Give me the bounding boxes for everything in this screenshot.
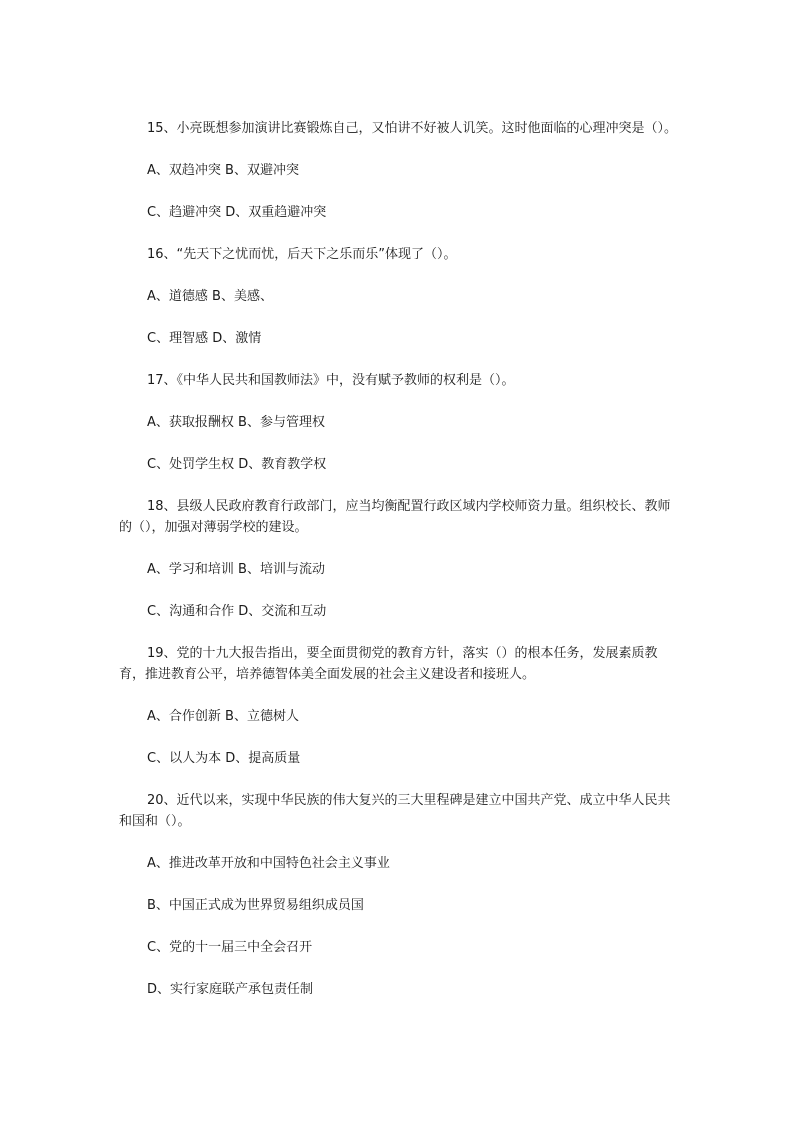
- question-20-option-a: A、推进改革开放和中国特色社会主义事业: [147, 856, 390, 871]
- question-16-option-line-1: A、道德感 B、美感、: [147, 289, 273, 304]
- question-19-option-line-1: A、合作创新 B、立德树人: [147, 709, 299, 724]
- question-18-option-line-2: C、沟通和合作 D、交流和互动: [147, 604, 327, 619]
- question-20-option-c: C、党的十一届三中全会召开: [147, 940, 313, 955]
- question-19-option-line-2: C、以人为本 D、提高质量: [147, 751, 301, 766]
- question-18-stem: 18、县级人民政府教育行政部门，应当均衡配置行政区域内学校师资力量。组织校长、教师的（），加强对薄弱学校的建设。: [119, 499, 671, 535]
- question-16-option-line-2: C、理智感 D、激情: [147, 331, 262, 346]
- question-17-option-line-1: A、获取报酬权 B、参与管理权: [147, 415, 325, 430]
- question-15-stem: 15、小亮既想参加演讲比赛锻炼自己，又怕讲不好被人讥笑。这时他面临的心理冲突是（）。: [147, 121, 678, 136]
- question-20-stem: 20、近代以来，实现中华民族的伟大复兴的三大里程碑是建立中国共产党、成立中华人民共和国和（）。: [119, 793, 671, 829]
- question-19-stem: 19、党的十九大报告指出，要全面贯彻党的教育方针，落实（）的根本任务，发展素质教育，推进教育公平，培养德智体美全面发展的社会主义建设者和接班人。: [119, 646, 658, 682]
- question-20-option-b: B、中国正式成为世界贸易组织成员国: [147, 898, 364, 913]
- question-17-option-line-2: C、处罚学生权 D、教育教学权: [147, 457, 327, 472]
- question-16-stem: 16、“先天下之忧而忧，后天下之乐而乐”体现了（）。: [147, 247, 457, 262]
- question-15-option-line-1: A、双趋冲突 B、双避冲突: [147, 163, 299, 178]
- question-15-option-line-2: C、趋避冲突 D、双重趋避冲突: [147, 205, 327, 220]
- question-18-option-line-1: A、学习和培训 B、培训与流动: [147, 562, 325, 577]
- question-17-stem: 17、《中华人民共和国教师法》中，没有赋予教师的权利是（）。: [147, 373, 515, 388]
- question-20-option-d: D、实行家庭联产承包责任制: [147, 982, 314, 997]
- question-list: [119, 118, 679, 1000]
